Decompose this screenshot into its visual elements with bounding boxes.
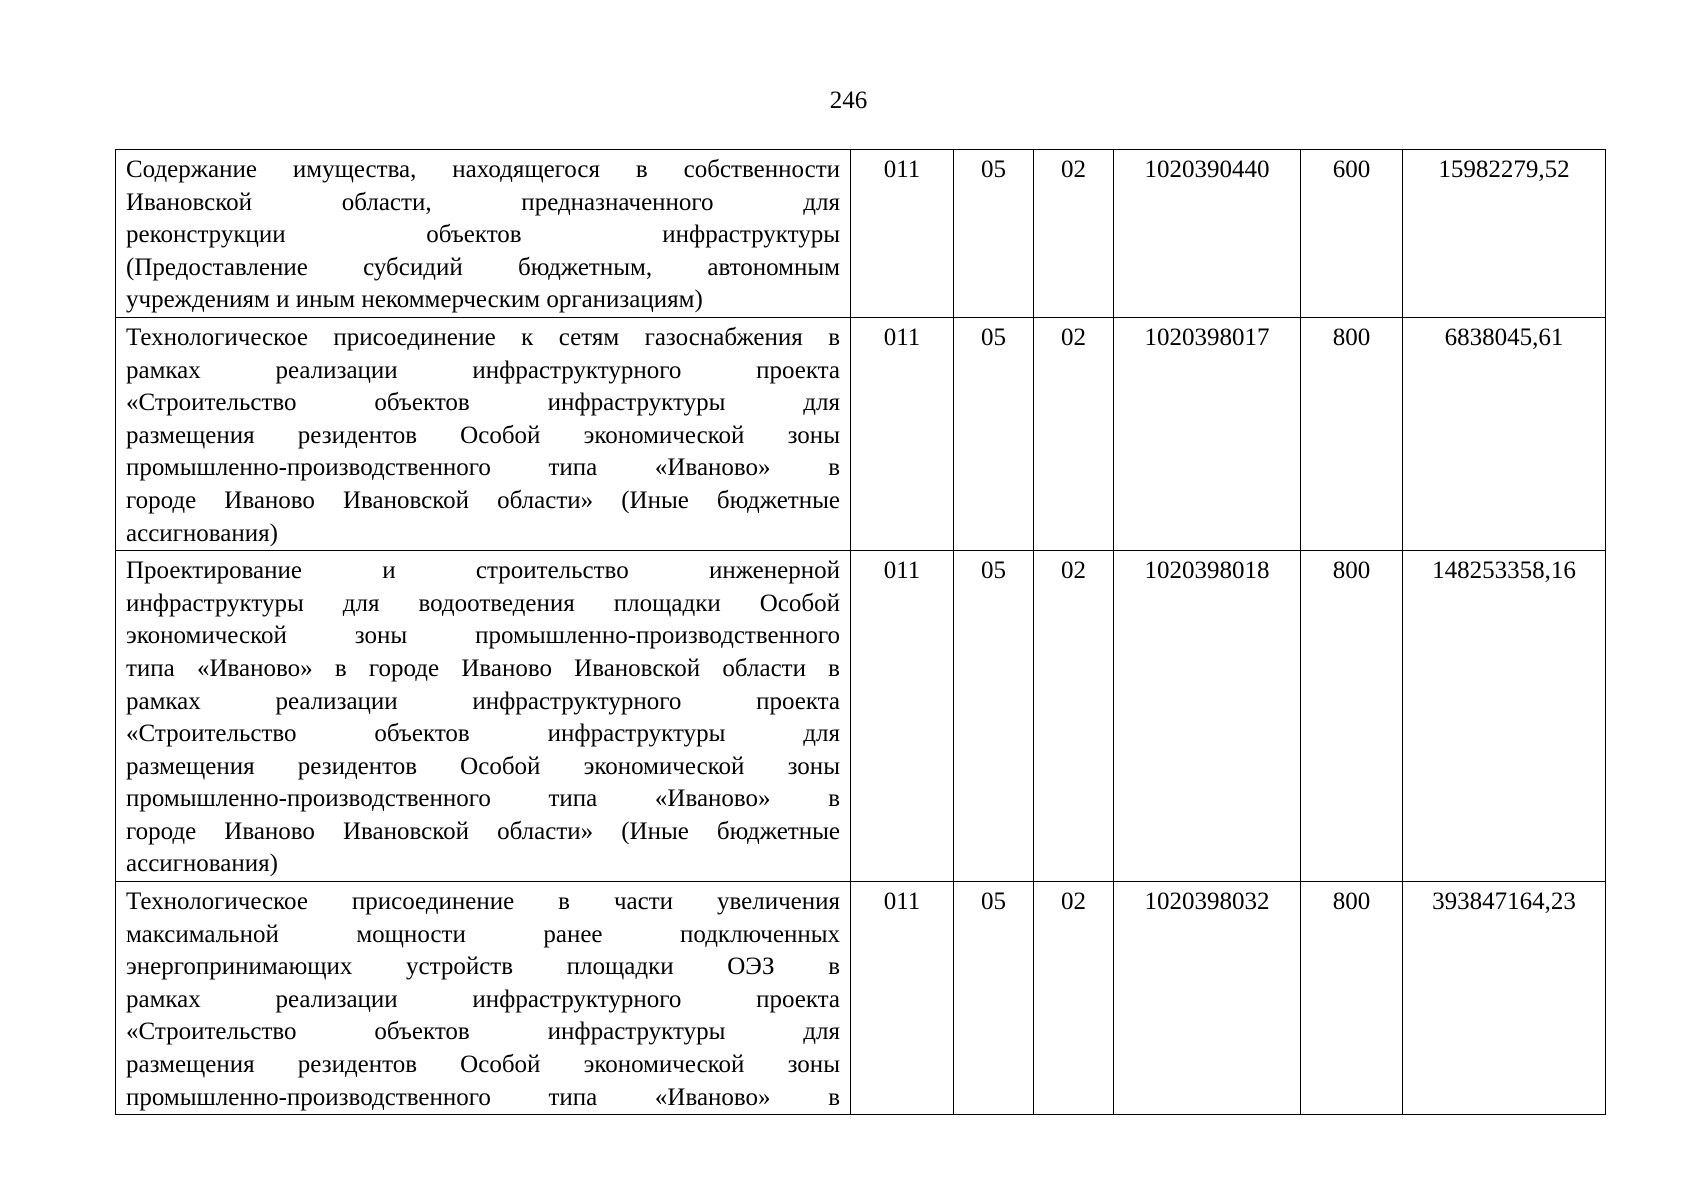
description-line: Технологическое присоединение в части увеличения — [126, 888, 840, 916]
target-article-code: 1020398018 — [1114, 551, 1301, 882]
subsection-code: 02 — [1034, 882, 1114, 1115]
description-line: размещения резидентов Особой экономической зоны — [126, 421, 840, 449]
description-line: городе Иваново Ивановской области» (Иные бюджетные — [126, 486, 840, 514]
description-line: учреждениям и иным некоммерческим организациям) — [126, 286, 703, 314]
row-description — [116, 150, 851, 318]
description-line: рамках реализации инфраструктурного проекта — [126, 985, 840, 1013]
description-line: реконструкции объектов инфраструктуры — [126, 221, 840, 249]
description-line: типа «Иваново» в городе Иваново Ивановской области в — [126, 654, 840, 682]
expense-type-code: 600 — [1301, 150, 1403, 318]
expense-type-code: 800 — [1301, 317, 1403, 550]
description-line: промышленно-производственного типа «Иваново» в — [126, 785, 840, 813]
description-line: размещения резидентов Особой экономической зоны — [126, 1051, 840, 1079]
ministry-code: 011 — [851, 882, 954, 1115]
subsection-code: 02 — [1034, 317, 1114, 550]
description-line: рамках реализации инфраструктурного проекта — [126, 356, 840, 384]
table-row — [116, 882, 1606, 1115]
row-description — [116, 317, 851, 550]
row-description — [116, 882, 851, 1115]
ministry-code: 011 — [851, 317, 954, 550]
section-code: 05 — [954, 317, 1034, 550]
ministry-code: 011 — [851, 551, 954, 882]
description-line: (Предоставление субсидий бюджетным, автономным — [126, 253, 840, 281]
amount-value: 15982279,52 — [1403, 150, 1606, 318]
table-row — [116, 317, 1606, 550]
description-line: максимальной мощности ранее подключенных — [126, 920, 840, 948]
table-row — [116, 551, 1606, 882]
description-line: энергопринимающих устройств площадки ОЭЗ в — [126, 953, 840, 981]
section-code: 05 — [954, 150, 1034, 318]
target-article-code: 1020398017 — [1114, 317, 1301, 550]
description-line: городе Иваново Ивановской области» (Иные бюджетные — [126, 817, 840, 845]
description-line: ассигнования) — [126, 850, 278, 878]
description-line: ассигнования) — [126, 519, 278, 547]
description-line: размещения резидентов Особой экономической зоны — [126, 752, 840, 780]
section-code: 05 — [954, 551, 1034, 882]
description-line: Содержание имущества, находящегося в собственности — [126, 156, 840, 183]
target-article-code: 1020390440 — [1114, 150, 1301, 318]
subsection-code: 02 — [1034, 150, 1114, 318]
description-line: рамках реализации инфраструктурного проекта — [126, 687, 840, 715]
row-description — [116, 551, 851, 882]
amount-value: 393847164,23 — [1403, 882, 1606, 1115]
description-line: промышленно-производственного типа «Иваново» в — [126, 454, 840, 482]
description-line: инфраструктуры для водоотведения площадки Особой — [126, 589, 840, 617]
amount-value: 6838045,61 — [1403, 317, 1606, 550]
description-line: «Строительство объектов инфраструктуры для — [126, 1018, 840, 1046]
expense-type-code: 800 — [1301, 551, 1403, 882]
ministry-code: 011 — [851, 150, 954, 318]
description-line: промышленно-производственного типа «Иваново» в — [126, 1083, 840, 1111]
description-line: Ивановской области, предназначенного для — [126, 188, 840, 216]
description-line: «Строительство объектов инфраструктуры для — [126, 720, 840, 748]
amount-value: 148253358,16 — [1403, 551, 1606, 882]
target-article-code: 1020398032 — [1114, 882, 1301, 1115]
page-number: 246 — [829, 87, 868, 114]
description-line: Технологическое присоединение к сетям газоснабжения в — [126, 323, 840, 351]
budget-table — [115, 149, 1606, 1115]
section-code: 05 — [954, 882, 1034, 1115]
description-line: «Строительство объектов инфраструктуры для — [126, 389, 840, 417]
expense-type-code: 800 — [1301, 882, 1403, 1115]
description-line: экономической зоны промышленно-производственного — [126, 622, 840, 650]
table-row — [116, 150, 1606, 318]
description-line: Проектирование и строительство инженерной — [126, 557, 840, 585]
subsection-code: 02 — [1034, 551, 1114, 882]
